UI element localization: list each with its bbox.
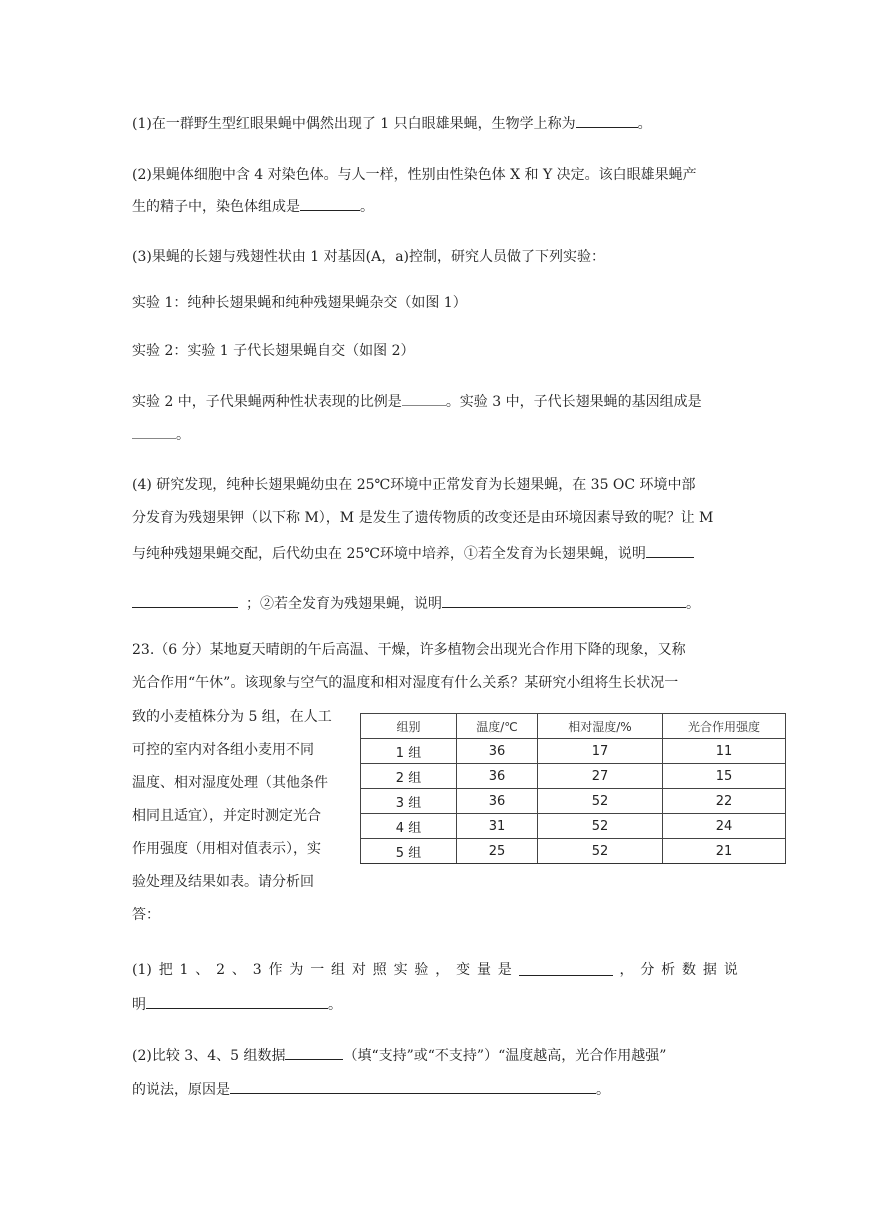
q4-blank-1a[interactable] [646, 542, 694, 558]
cell-photosynthesis: 21 [663, 839, 786, 864]
cell-temperature: 31 [457, 814, 538, 839]
q23-side-5: 作用强度（用相对值表示），实 [132, 841, 321, 857]
cell-temperature: 25 [457, 839, 538, 864]
cell-humidity: 52 [538, 789, 663, 814]
cell-group: 5 组 [361, 839, 457, 864]
q1-line: (1)在一群野生型红眼果蝇中偶然出现了 1 只白眼雄果蝇，生物学上称为 。 [132, 112, 652, 134]
cell-humidity: 52 [538, 839, 663, 864]
table-header-row [361, 714, 786, 739]
q23-side-2: 可控的室内对各组小麦用不同 [132, 742, 314, 758]
cell-humidity: 27 [538, 764, 663, 789]
q23-sub2-line2: 的说法，原因是 。 [132, 1078, 610, 1100]
q4-line3: 与纯种残翅果蝇交配，后代幼虫在 25℃环境中培养，①若全发育为长翅果蝇，说明 [132, 542, 694, 564]
q1-text: (1)在一群野生型红眼果蝇中偶然出现了 1 只白眼雄果蝇，生物学上称为 [132, 116, 576, 132]
cell-group: 2 组 [361, 764, 457, 789]
q3-exp2: 实验 2：实验 1 子代长翅果蝇自交（如图 2） [132, 343, 415, 359]
cell-humidity: 52 [538, 814, 663, 839]
cell-temperature: 36 [457, 789, 538, 814]
q4-line1: (4) 研究发现，纯种长翅果蝇幼虫在 25℃环境中正常发育为长翅果蝇，在 35 OC 环境中部 [132, 477, 696, 493]
q2-blank[interactable] [300, 195, 360, 211]
q3-line4: 实验 2 中，子代果蝇两种性状表现的比例是 。实验 3 中，子代长翅果蝇的基因组成是 [132, 390, 702, 412]
q23-side-1: 致的小麦植株分为 5 组，在人工 [132, 709, 332, 725]
q23-side-3: 温度、相对湿度处理（其他条件 [132, 775, 328, 791]
cell-photosynthesis: 11 [663, 739, 786, 764]
q4-blank-1b[interactable] [132, 592, 238, 608]
table-row [361, 814, 786, 839]
q4-line2: 分发育为残翅果钾（以下称 M），M 是发生了遗传物质的改变还是由环境因素导致的呢？让 M [132, 510, 714, 526]
q23-side-7: 答： [132, 907, 160, 923]
q3-blank-ratio[interactable] [402, 390, 446, 406]
cell-group: 1 组 [361, 739, 457, 764]
cell-photosynthesis: 15 [663, 764, 786, 789]
q4-line4: ；②若全发育为残翅果蝇，说明 。 [132, 592, 700, 614]
q2-line1: (2)果蝇体细胞中含 4 对染色体。与人一样，性别由性染色体 X 和 Y 决定。该白眼雄果蝇产 [132, 167, 697, 183]
q23-line1: 23.（6 分）某地夏天晴朗的午后高温、干燥，许多植物会出现光合作用下降的现象，又称 [132, 642, 686, 658]
q23-sub1-blank-variable[interactable] [519, 960, 613, 976]
q3-blank-genotype[interactable] [132, 423, 176, 439]
cell-humidity: 17 [538, 739, 663, 764]
q4-blank-2[interactable] [442, 592, 686, 608]
q23-side-6: 验处理及结果如表。请分析回 [132, 874, 314, 890]
cell-temperature: 36 [457, 764, 538, 789]
q1-blank[interactable] [576, 112, 638, 128]
q23-sub1-blank-conclusion[interactable] [146, 993, 328, 1009]
q23-sub2-blank-support[interactable] [285, 1044, 343, 1060]
q23-sub1-line1: (1) 把 1 、 2 、 3 作 为 一 组 对 照 实 验 ， 变 量 是 ， 分 析 数 据 说 [132, 962, 738, 978]
cell-photosynthesis: 24 [663, 814, 786, 839]
q2-line2: 生的精子中，染色体组成是 。 [132, 195, 374, 217]
header-group: 组别 [361, 714, 457, 739]
header-photosynthesis: 光合作用强度 [663, 714, 786, 739]
cell-group: 4 组 [361, 814, 457, 839]
q3-exp1: 实验 1：纯种长翅果蝇和纯种残翅果蝇杂交（如图 1） [132, 295, 467, 311]
q3-line5: 。 [132, 423, 190, 445]
cell-photosynthesis: 22 [663, 789, 786, 814]
results-table [360, 713, 786, 864]
table-row [361, 839, 786, 864]
q3-line1: (3)果蝇的长翅与残翅性状由 1 对基因(A，a)控制，研究人员做了下列实验： [132, 249, 606, 265]
table-row [361, 764, 786, 789]
q23-line2: 光合作用“午休”。该现象与空气的温度和相对湿度有什么关系？某研究小组将生长状况一 [132, 675, 679, 691]
header-humidity: 相对湿度/% [538, 714, 663, 739]
cell-group: 3 组 [361, 789, 457, 814]
q23-sub2-blank-reason[interactable] [230, 1078, 596, 1094]
q23-sub1-line2: 明 。 [132, 993, 342, 1015]
q23-sub2-line1: (2)比较 3、4、5 组数据 （填“支持”或“不支持”）“温度越高，光合作用越强” [132, 1044, 666, 1066]
table-row [361, 789, 786, 814]
q23-side-4: 相同且适宜），并定时测定光合 [132, 808, 321, 824]
cell-temperature: 36 [457, 739, 538, 764]
header-temperature: 温度/℃ [457, 714, 538, 739]
table-row [361, 739, 786, 764]
